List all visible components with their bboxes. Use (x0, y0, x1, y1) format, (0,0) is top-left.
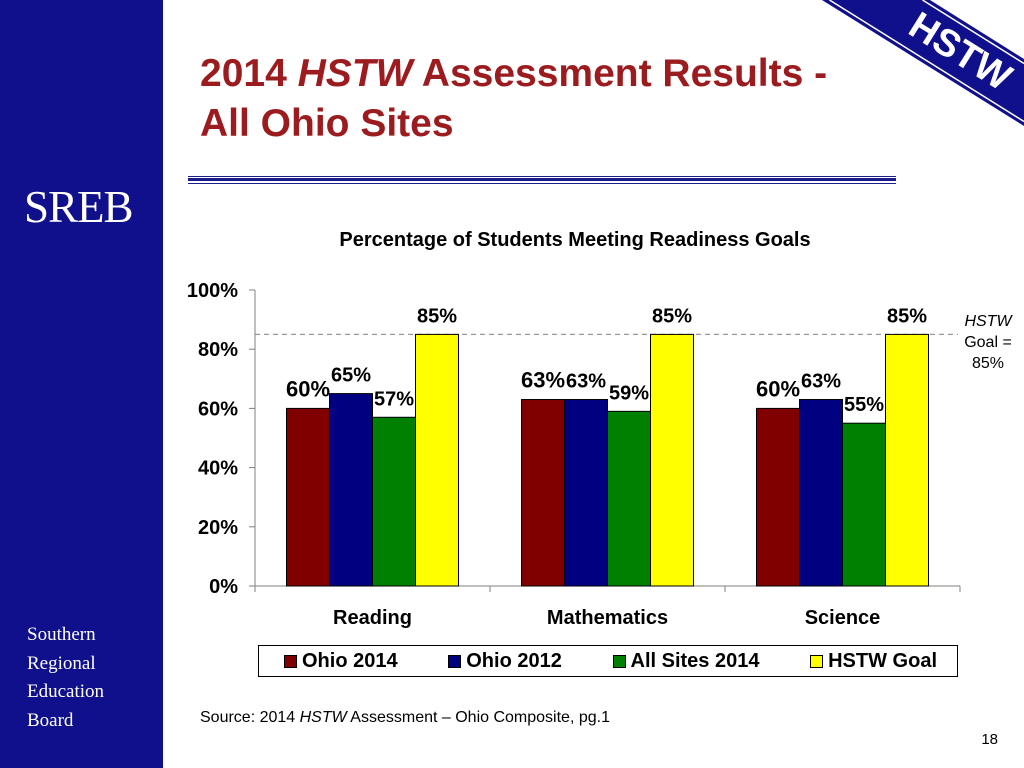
data-label-science-ohio-2012 (801, 371, 841, 393)
data-label-reading-all-sites-2014 (374, 388, 414, 410)
data-label-suffix: % (866, 394, 885, 417)
legend-item-all-sites-2014 (613, 650, 760, 673)
title-line-2: All Ohio Sites (200, 102, 454, 145)
data-label-reading-hstw-goal (417, 305, 457, 327)
legend-item-ohio-2014 (284, 650, 398, 673)
data-label-suffix: % (909, 305, 928, 328)
bar-mathematics-ohio-2014 (522, 400, 565, 586)
data-label-value: 63 (800, 370, 824, 393)
data-label-value: 55 (843, 394, 867, 417)
org-name-line: Board (27, 709, 74, 731)
bar-mathematics-hstw-goal (651, 334, 694, 586)
data-label-value: 85 (651, 305, 675, 328)
data-label-mathematics-all-sites-2014 (609, 382, 649, 404)
bar-mathematics-all-sites-2014 (608, 411, 651, 586)
data-label-reading-ohio-2014 (286, 376, 330, 401)
bar-science-hstw-goal (886, 334, 929, 586)
x-category-label-science: Science (804, 607, 881, 629)
title-italic: HSTW (297, 52, 413, 95)
y-tick-label: 100% (186, 280, 238, 302)
source-italic: HSTW (299, 709, 347, 726)
data-label-value: 60 (755, 376, 781, 402)
source-prefix: Source: 2014 (200, 709, 300, 726)
hstw-corner-banner (800, 0, 1024, 140)
data-label-suffix: % (439, 305, 458, 328)
goal-note-line: HSTW (964, 313, 1012, 330)
sidebar (0, 0, 163, 768)
source-suffix: Assessment – Ohio Composite, pg.1 (346, 709, 610, 726)
title-rule-line (188, 178, 896, 181)
legend-swatch-ohio-2014 (284, 655, 297, 668)
data-label-value: 59 (608, 382, 632, 405)
data-label-suffix: % (545, 367, 566, 393)
data-label-mathematics-ohio-2014 (521, 368, 565, 393)
legend-label: Ohio 2012 (466, 649, 562, 672)
data-label-science-ohio-2014 (756, 376, 800, 401)
sreb-logo: SREB (24, 182, 133, 232)
legend-label: Ohio 2014 (302, 649, 398, 672)
legend-swatch-all-sites-2014 (613, 655, 626, 668)
data-label-value: 85 (886, 305, 910, 328)
org-name-line: Education (27, 681, 105, 702)
data-label-value: 63 (565, 370, 589, 393)
x-category-label-mathematics: Mathematics (546, 607, 669, 629)
legend-label: All Sites 2014 (630, 649, 760, 672)
data-label-suffix: % (823, 370, 842, 393)
title-rule (188, 176, 896, 185)
data-label-suffix: % (780, 376, 801, 402)
y-tick-label: 40% (197, 457, 238, 480)
page-number: 18 (981, 731, 998, 748)
y-tick-label: 0% (209, 576, 238, 598)
bar-reading-hstw-goal (416, 334, 459, 586)
title-line-1 (200, 49, 827, 99)
data-label-value: 57 (373, 388, 397, 411)
chart-legend (258, 645, 958, 677)
legend-label: HSTW Goal (828, 649, 937, 672)
y-tick-label: 20% (197, 516, 238, 539)
goal-note (953, 311, 1023, 374)
source-note (200, 709, 610, 727)
data-label-value: 60 (285, 376, 311, 402)
data-label-value: 85 (416, 305, 440, 328)
org-name (27, 621, 104, 735)
slide-title (200, 49, 827, 149)
data-label-mathematics-hstw-goal (652, 305, 692, 327)
legend-item-hstw-goal (810, 650, 937, 673)
data-label-value: 65 (330, 364, 354, 387)
y-tick-label: 80% (197, 339, 238, 362)
goal-note-line: 85% (971, 355, 1005, 372)
data-label-science-hstw-goal (887, 305, 927, 327)
banner-label: HSTW (901, 4, 1019, 100)
data-label-suffix: % (674, 305, 693, 328)
data-label-suffix: % (353, 364, 372, 387)
goal-note-line: Goal = (964, 334, 1012, 351)
data-label-suffix: % (588, 370, 607, 393)
title-rule-line (188, 183, 896, 184)
bar-reading-ohio-2014 (287, 408, 330, 586)
data-label-reading-ohio-2012 (331, 365, 371, 387)
chart-title: Percentage of Students Meeting Readiness Goals (339, 229, 811, 251)
bar-reading-all-sites-2014 (373, 417, 416, 586)
bar-chart (170, 275, 1020, 635)
data-label-suffix: % (396, 388, 415, 411)
data-label-science-all-sites-2014 (844, 394, 884, 416)
legend-swatch-hstw-goal (810, 655, 823, 668)
legend-item-ohio-2012 (448, 650, 562, 673)
data-label-value: 63 (520, 367, 546, 393)
title-suffix: Assessment Results - (412, 52, 828, 95)
title-prefix: 2014 (200, 52, 298, 95)
legend-swatch-ohio-2012 (448, 655, 461, 668)
bar-science-all-sites-2014 (843, 423, 886, 586)
title-rule-line (188, 176, 896, 177)
y-tick-label: 60% (197, 398, 238, 421)
data-label-suffix: % (631, 382, 650, 405)
org-name-line: Southern (27, 624, 96, 645)
bar-reading-ohio-2012 (330, 394, 373, 586)
data-label-mathematics-ohio-2012 (566, 371, 606, 393)
bar-science-ohio-2012 (800, 400, 843, 586)
x-category-label-reading: Reading (333, 607, 412, 629)
bar-mathematics-ohio-2012 (565, 400, 608, 586)
data-label-suffix: % (310, 376, 331, 402)
bar-science-ohio-2014 (757, 408, 800, 586)
org-name-line: Regional (27, 652, 96, 674)
